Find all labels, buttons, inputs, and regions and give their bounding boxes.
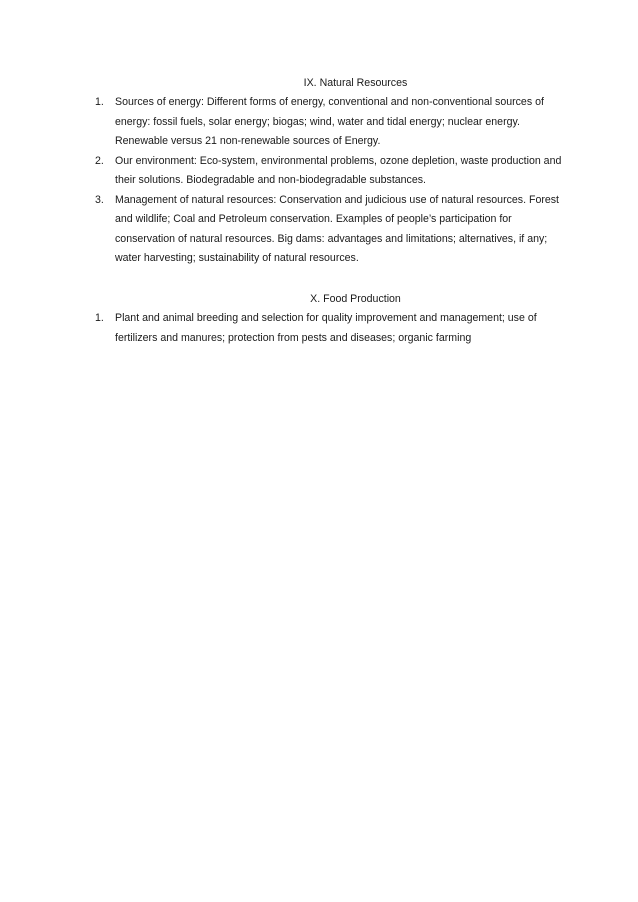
section-natural-resources	[93, 73, 573, 269]
item-text-line: Our environment: Eco-system, environmental problems, ozone depletion, waste production and	[115, 154, 562, 167]
item-text-line: Plant and animal breeding and selection for quality improvement and management; use of	[115, 312, 537, 324]
item-text-line: conservation of natural resources. Big dams: advantages and limitations; alternatives, if any;	[115, 232, 548, 245]
item-text-line: water harvesting; sustainability of natural resources.	[115, 252, 359, 264]
item-text-line: Renewable versus 21 non-renewable sources of Energy.	[115, 135, 381, 147]
list-item	[93, 309, 573, 348]
item-text-line: and wildlife; Coal and Petroleum conservation. Examples of people’s participation for	[115, 213, 512, 225]
list-item	[93, 93, 573, 152]
item-text-line: fertilizers and manures; protection from pests and diseases; organic farming	[115, 331, 472, 344]
item-text-line: their solutions. Biodegradable and non-biodegradable substances.	[115, 174, 426, 186]
item-text-line: Management of natural resources: Conservation and judicious use of natural resources. Forest	[115, 193, 559, 206]
item-text-line: Sources of energy: Different forms of energy, conventional and non-conventional sources of	[115, 96, 544, 108]
item-number: 1.	[95, 96, 104, 108]
list-item	[93, 152, 573, 191]
item-text-line: energy: fossil fuels, solar energy; biogas; wind, water and tidal energy; nuclear energy.	[115, 115, 520, 128]
section-title: X. Food Production	[310, 293, 401, 305]
section-title: IX. Natural Resources	[303, 77, 408, 89]
item-number: 1.	[95, 312, 104, 324]
item-number: 2.	[95, 154, 104, 167]
list-item	[93, 191, 573, 269]
section-food-production	[93, 289, 573, 348]
item-number: 3.	[95, 193, 104, 206]
